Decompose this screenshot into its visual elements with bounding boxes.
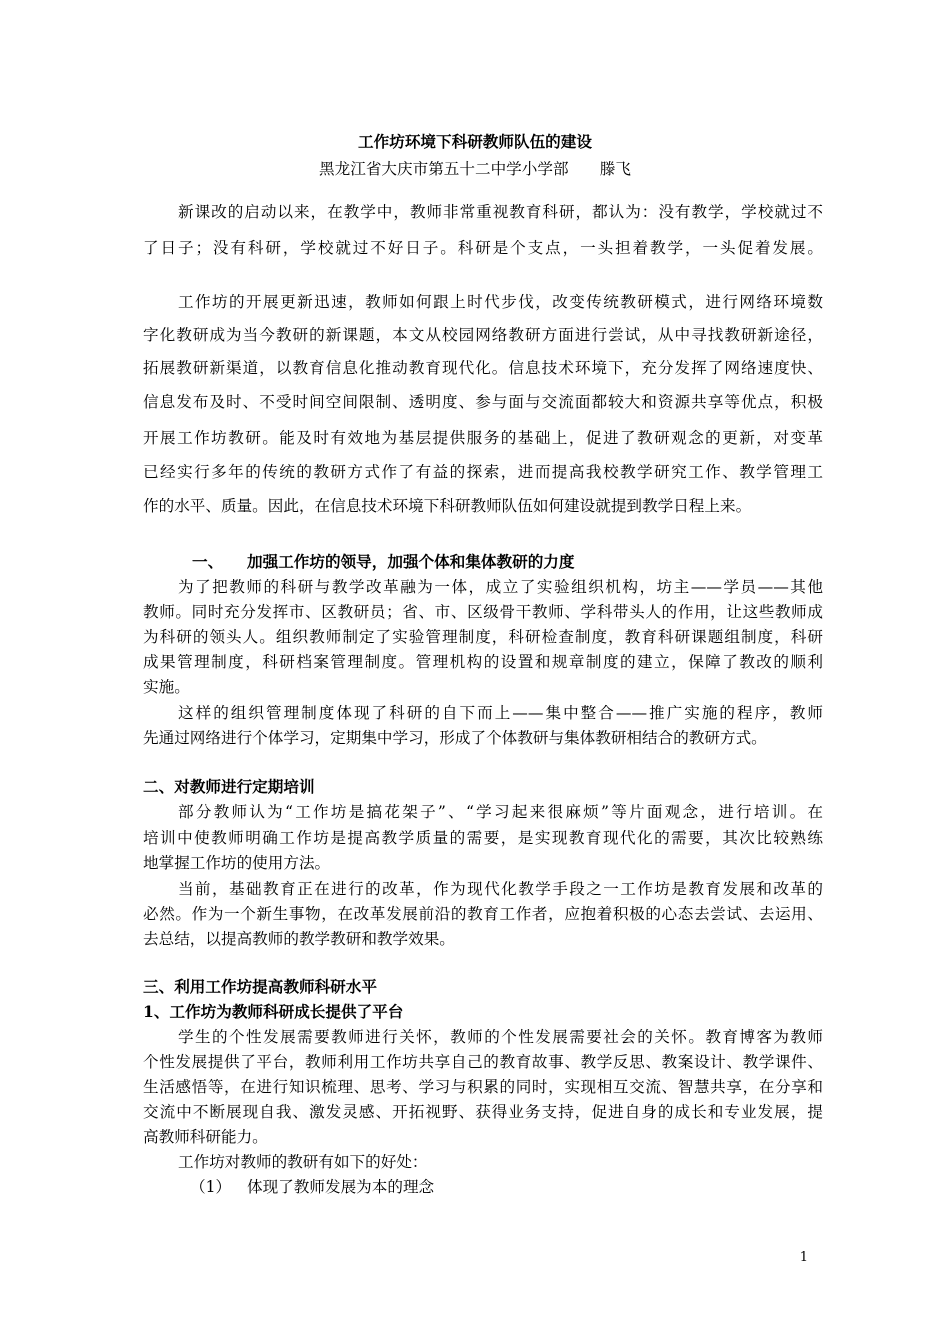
paragraph-line: 字化教研成为当今教研的新课题，本文从校园网络教研方面进行尝试，从中寻找教研新途径，: [143, 326, 823, 344]
paragraph-line: 工作坊对教师的教研有如下的好处：: [178, 1153, 428, 1171]
paragraph-line: 地掌握工作坊的使用方法。: [143, 854, 331, 872]
paragraph-line: 去总结，以提高教师的教学教研和教学效果。: [143, 930, 455, 948]
paragraph-line: 信息发布及时、不受时间空间限制、透明度、参与面与交流面都较大和资源共享等优点，积极: [143, 393, 823, 411]
section-heading: 二、对教师进行定期培训: [143, 777, 315, 796]
paragraph-line: 部分教师认为“工作坊是搞花架子”、“学习起来很麻烦”等片面观念，进行培训。在: [178, 803, 823, 821]
paragraph-line: 个性发展提供了平台，教师利用工作坊共享自己的教育故事、教学反思、教案设计、教学课件、: [143, 1053, 823, 1071]
paragraph-line: 先通过网络进行个体学习，定期集中学习，形成了个体教研与集体教研相结合的教研方式。: [143, 729, 767, 747]
document-title: 工作坊环境下科研教师队伍的建设: [358, 132, 592, 151]
paragraph-line: 实施。: [143, 678, 190, 696]
section-number: 一、: [192, 552, 224, 571]
paragraph-line: 工作坊的开展更新迅速，教师如何跟上时代步伐，改变传统教研模式，进行网络环境数: [178, 293, 823, 311]
paragraph-line: 成果管理制度，科研档案管理制度。管理机构的设置和规章制度的建立，保障了教改的顺利: [143, 653, 823, 671]
paragraph-line: 作的水平、质量。因此，在信息技术环境下科研教师队伍如何建设就提到教学日程上来。: [143, 497, 752, 515]
list-number: （1）: [190, 1178, 232, 1196]
paragraph-line: 高教师科研能力。: [143, 1128, 268, 1146]
list-item-text: 体现了教师发展为本的理念: [247, 1178, 435, 1196]
paragraph-line: 为了把教师的科研与教学改革融为一体，成立了实验组织机构，坊主——学员——其他: [178, 578, 823, 596]
paragraph-line: 教师。同时充分发挥市、区教研员；省、市、区级骨干教师、学科带头人的作用，让这些教师成: [143, 603, 823, 621]
paragraph-line: 培训中使教师明确工作坊是提高教学质量的需要，是实现教育现代化的需要，其次比较熟练: [143, 829, 823, 847]
paragraph-line: 已经实行多年的传统的教研方式作了有益的探索，进而提高我校教学研究工作、教学管理工: [143, 463, 823, 481]
section-heading: 三、利用工作坊提高教师科研水平: [143, 977, 377, 996]
paragraph-line: 为科研的领头人。组织教师制定了实验管理制度，科研检查制度，教育科研课题组制度，科研: [143, 628, 823, 646]
paragraph-line: 学生的个性发展需要教师进行关怀，教师的个性发展需要社会的关怀。教育博客为教师: [178, 1028, 823, 1046]
paragraph-line: 拓展教研新渠道，以教育信息化推动教育现代化。信息技术环境下，充分发挥了网络速度快、: [143, 359, 823, 377]
paragraph-line: 开展工作坊教研。能及时有效地为基层提供服务的基础上，促进了教研观念的更新，对变革: [143, 429, 823, 447]
subsection-heading: 1、工作坊为教师科研成长提供了平台: [143, 1002, 404, 1021]
paragraph-line: 新课改的启动以来，在教学中，教师非常重视教育科研，都认为：没有教学，学校就过不: [178, 203, 823, 221]
paragraph-line: 了日子；没有科研，学校就过不好日子。科研是个支点，一头担着教学，一头促着发展。: [143, 239, 823, 257]
paragraph-line: 这样的组织管理制度体现了科研的自下而上——集中整合——推广实施的程序，教师: [178, 704, 823, 722]
paragraph-line: 必然。作为一个新生事物，在改革发展前沿的教育工作者，应抱着积极的心态去尝试、去运用、: [143, 905, 823, 923]
paragraph-line: 当前，基础教育正在进行的改革，作为现代化教学手段之一工作坊是教育发展和改革的: [178, 880, 823, 898]
paragraph-line: 生活感悟等，在进行知识梳理、思考、学习与积累的同时，实现相互交流、智慧共享，在分享和: [143, 1078, 823, 1096]
section-heading: 加强工作坊的领导，加强个体和集体教研的力度: [247, 552, 575, 571]
paragraph-line: 交流中不断展现自我、激发灵感、开拓视野、获得业务支持，促进自身的成长和专业发展，提: [143, 1103, 823, 1121]
author-line: 黑龙江省大庆市第五十二中学小学部 滕飞: [319, 160, 631, 178]
page-number: 1: [799, 1250, 808, 1265]
